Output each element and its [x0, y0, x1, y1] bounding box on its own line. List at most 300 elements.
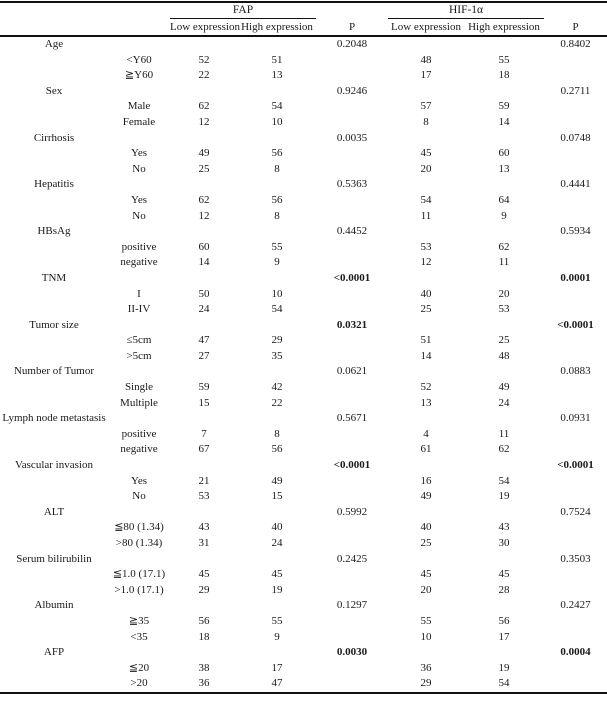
hif-p-value-cell: 0.5934	[560, 225, 591, 238]
hif-p-value-cell	[544, 489, 607, 505]
fap-p-value-cell: 0.2425	[336, 552, 368, 565]
subcategory-cell: ≧Y60	[124, 69, 154, 82]
category-cell	[0, 583, 108, 599]
table-row	[0, 676, 607, 693]
fap-high-cell	[238, 131, 316, 147]
fap-p-value-cell	[316, 115, 388, 131]
category-cell	[0, 489, 108, 505]
hif-high-value-cell: 14	[498, 115, 510, 128]
table-row	[0, 115, 607, 131]
hif-high-value-cell: 13	[498, 162, 510, 175]
fap-low-cell	[170, 318, 238, 334]
fap-high-cell	[238, 505, 316, 521]
hif-high-expression-header: High expression	[464, 19, 544, 37]
fap-high-value-cell: 24	[271, 537, 283, 549]
fap-low-value-cell: 24	[198, 303, 210, 316]
fap-high-value-cell: 8	[274, 162, 280, 175]
category-cell: Albumin	[34, 599, 74, 612]
subcategory-cell: <Y60	[126, 53, 152, 66]
category-cell	[0, 162, 108, 178]
hif-p-value-cell	[544, 520, 607, 536]
category-row	[0, 411, 607, 427]
hif-p-value-cell	[544, 474, 607, 490]
hif-high-cell	[464, 458, 544, 474]
fap-high-cell	[238, 458, 316, 474]
hif-p-value-cell	[544, 536, 607, 552]
hif-high-value-cell: 18	[498, 69, 510, 82]
table-row	[0, 396, 607, 412]
hif-p-value-cell: 0.0748	[560, 131, 591, 144]
hif-p-value-cell	[544, 676, 607, 693]
hif-high-value-cell: 17	[498, 630, 510, 643]
fap-p-value-cell	[316, 567, 388, 583]
fap-high-expression-header: High expression	[238, 19, 316, 37]
fap-high-cell	[238, 552, 316, 568]
fap-high-value-cell: 29	[271, 334, 283, 347]
hif-low-value-cell: 51	[420, 334, 432, 347]
subcategory-cell: >20	[108, 676, 170, 693]
hif-high-value-cell: 19	[498, 490, 510, 503]
category-cell: Tumor size	[29, 318, 79, 331]
fap-low-value-cell: 38	[198, 661, 210, 674]
table-row	[0, 333, 607, 349]
fap-high-value-cell: 10	[271, 115, 283, 128]
category-row	[0, 177, 607, 193]
hif-low-cell	[388, 177, 464, 193]
fap-high-value-cell: 42	[271, 381, 283, 394]
fap-p-value-cell	[316, 427, 388, 443]
fap-high-value-cell: 8	[274, 209, 280, 222]
group-header-row	[0, 2, 607, 19]
subcategory-cell: <35	[130, 630, 148, 643]
hif-high-cell	[464, 84, 544, 100]
fap-p-value-cell	[316, 474, 388, 490]
category-cell	[0, 146, 108, 162]
fap-high-value-cell: 56	[271, 193, 283, 206]
hif-high-value-cell: 56	[498, 614, 510, 627]
clinical-correlation-table	[0, 1, 607, 694]
hif-low-value-cell: 57	[420, 100, 432, 113]
subcategory-cell: >80 (1.34)	[115, 537, 163, 549]
fap-low-value-cell: 12	[198, 115, 210, 128]
fap-high-value-cell: 17	[271, 661, 283, 674]
fap-low-value-cell: 31	[198, 537, 210, 549]
hif-p-value-cell	[544, 614, 607, 630]
fap-high-value-cell: 55	[271, 240, 283, 253]
hif-low-value-cell: 4	[423, 427, 429, 440]
hif-low-value-cell: 25	[420, 303, 432, 316]
hif-p-value-cell: 0.8402	[560, 38, 591, 50]
hif-low-value-cell: 11	[420, 209, 432, 222]
subcategory-cell	[108, 131, 170, 147]
fap-high-value-cell: 51	[271, 53, 283, 66]
fap-p-header: P	[316, 19, 388, 37]
hif-p-value-cell: 0.2711	[560, 84, 591, 97]
hif-low-value-cell: 10	[420, 630, 432, 643]
hif-p-value-cell	[544, 661, 607, 677]
category-cell	[0, 614, 108, 630]
hif-low-cell	[388, 411, 464, 427]
subcategory-cell: ≦1.0 (17.1)	[112, 568, 166, 581]
subcategory-cell: Yes	[130, 474, 147, 487]
hif-p-value-cell: <0.0001	[557, 318, 594, 331]
table-row	[0, 240, 607, 256]
fap-high-value-cell: 35	[271, 349, 283, 362]
hif-low-value-cell: 55	[420, 614, 432, 627]
fap-p-value-cell	[316, 53, 388, 69]
fap-p-value-cell	[316, 583, 388, 599]
hif-low-expression-header: Low expression	[388, 19, 464, 37]
hif-low-cell	[388, 271, 464, 287]
subcategory-cell: positive	[121, 240, 157, 253]
fap-high-cell	[238, 598, 316, 614]
hif-low-value-cell: 13	[420, 396, 432, 409]
hif-p-value-cell	[544, 99, 607, 115]
fap-low-value-cell: 59	[198, 381, 210, 394]
hif-low-value-cell: 52	[420, 381, 432, 394]
table-row	[0, 209, 607, 225]
category-row	[0, 318, 607, 334]
fap-low-value-cell: 15	[198, 396, 210, 409]
category-row	[0, 131, 607, 147]
hif-high-value-cell: 24	[498, 396, 510, 409]
category-cell	[0, 380, 108, 396]
category-cell	[0, 53, 108, 69]
hif-p-value-cell	[544, 442, 607, 458]
fap-low-value-cell: 25	[198, 162, 210, 175]
table-row	[0, 661, 607, 677]
category-cell: Sex	[45, 84, 63, 97]
fap-low-value-cell: 60	[198, 240, 210, 253]
fap-high-value-cell: 56	[271, 147, 283, 160]
table-row	[0, 302, 607, 318]
fap-low-value-cell: 52	[198, 53, 210, 66]
category-cell	[0, 302, 108, 318]
fap-p-value-cell	[316, 162, 388, 178]
category-row	[0, 552, 607, 568]
hif-high-value-cell: 64	[498, 193, 510, 206]
hif-low-cell	[388, 131, 464, 147]
hif-low-value-cell: 17	[420, 69, 432, 82]
hif-p-value-cell	[544, 240, 607, 256]
fap-low-cell	[170, 364, 238, 380]
category-cell	[0, 661, 108, 677]
hif-low-cell	[388, 552, 464, 568]
category-row	[0, 505, 607, 521]
category-cell	[0, 115, 108, 131]
subcategory-cell: Yes	[130, 147, 147, 160]
hif-low-cell	[388, 598, 464, 614]
hif-p-value-cell	[544, 380, 607, 396]
subcategory-cell: Single	[124, 381, 154, 394]
fap-p-value-cell: 0.0035	[336, 131, 368, 144]
subcategory-cell: ≧35	[128, 614, 150, 627]
category-row	[0, 271, 607, 287]
hif-high-cell	[464, 364, 544, 380]
fap-group-header: FAP	[170, 2, 316, 19]
fap-high-value-cell: 19	[271, 583, 283, 596]
category-row	[0, 598, 607, 614]
hif-high-value-cell: 60	[498, 147, 510, 160]
table-row	[0, 536, 607, 552]
table-row	[0, 146, 607, 162]
hif-low-value-cell: 20	[420, 162, 432, 175]
fap-low-cell	[170, 131, 238, 147]
category-cell: TNM	[41, 271, 67, 284]
hif-high-value-cell: 25	[498, 334, 510, 347]
category-cell	[0, 427, 108, 443]
fap-low-value-cell: 67	[198, 443, 210, 456]
fap-p-value-cell: 0.2048	[336, 38, 368, 50]
hif-p-header: P	[544, 19, 607, 37]
hif-p-value-cell	[544, 396, 607, 412]
hif-p-value-cell	[544, 146, 607, 162]
table-row	[0, 53, 607, 69]
subcategory-cell: II-IV	[127, 303, 151, 316]
table-body	[0, 36, 607, 693]
hif-p-value-cell	[544, 162, 607, 178]
category-cell	[0, 255, 108, 271]
category-row	[0, 36, 607, 53]
subcategory-cell: negative	[120, 256, 158, 269]
fap-low-cell	[170, 552, 238, 568]
subcategory-cell: No	[132, 490, 146, 503]
category-cell: Number of Tumor	[13, 365, 95, 378]
category-cell	[0, 193, 108, 209]
table-row	[0, 489, 607, 505]
hif-high-value-cell: 48	[498, 349, 510, 362]
fap-p-value-cell	[316, 302, 388, 318]
fap-high-value-cell: 54	[271, 303, 283, 316]
hif-low-value-cell: 40	[420, 287, 432, 300]
category-cell: Hepatitis	[34, 178, 74, 191]
subcategory-cell: Female	[122, 115, 156, 128]
fap-p-value-cell	[316, 287, 388, 303]
subcategory-cell: Male	[127, 100, 151, 113]
hif-low-cell	[388, 318, 464, 334]
hif-high-value-cell: 11	[498, 427, 510, 440]
fap-p-value-cell: 0.9246	[336, 84, 368, 97]
fap-p-value-cell: 0.5992	[336, 505, 368, 518]
subcategory-cell: I	[137, 287, 141, 300]
category-cell: HBsAg	[37, 225, 71, 238]
subcategory-cell: ≦80 (1.34)	[114, 521, 164, 534]
fap-p-value-cell: 0.5363	[336, 178, 368, 191]
fap-high-cell	[238, 411, 316, 427]
fap-high-value-cell: 9	[274, 256, 280, 269]
fap-high-value-cell: 56	[271, 443, 283, 456]
table-row	[0, 287, 607, 303]
hif-low-cell	[388, 36, 464, 53]
hif-high-cell	[464, 224, 544, 240]
fap-p-value-cell	[316, 676, 388, 693]
table-row	[0, 427, 607, 443]
fap-low-cell	[170, 598, 238, 614]
fap-p-value-cell	[316, 396, 388, 412]
hif-p-value-cell	[544, 630, 607, 646]
hif-high-cell	[464, 318, 544, 334]
hif-p-value-cell	[544, 427, 607, 443]
category-cell	[0, 396, 108, 412]
category-cell	[0, 333, 108, 349]
category-cell	[0, 349, 108, 365]
fap-low-value-cell: 53	[198, 490, 210, 503]
fap-low-cell	[170, 458, 238, 474]
hif-p-value-cell: <0.0001	[557, 459, 594, 472]
hif-low-value-cell: 48	[420, 53, 432, 66]
hif-low-value-cell: 8	[423, 115, 429, 128]
fap-high-value-cell: 47	[238, 676, 316, 693]
hif-high-cell	[464, 271, 544, 287]
subcategory-cell	[108, 458, 170, 474]
fap-high-cell	[238, 177, 316, 193]
hif-low-value-cell: 61	[420, 443, 432, 456]
empty-header-cell	[316, 2, 388, 19]
category-row	[0, 224, 607, 240]
fap-low-value-cell: 18	[198, 630, 210, 643]
hif-p-value-cell	[544, 333, 607, 349]
fap-p-value-cell	[316, 661, 388, 677]
fap-high-value-cell: 49	[271, 474, 283, 487]
table-row	[0, 99, 607, 115]
fap-high-cell	[238, 84, 316, 100]
fap-p-value-cell: <0.0001	[333, 271, 371, 284]
hif-p-value-cell	[544, 567, 607, 583]
fap-p-value-cell: 0.4452	[336, 225, 368, 238]
fap-p-value-cell: 0.5671	[336, 412, 368, 425]
empty-header-cell	[0, 2, 170, 19]
table-row	[0, 630, 607, 646]
category-cell	[0, 287, 108, 303]
hif-high-cell	[464, 598, 544, 614]
fap-p-value-cell	[316, 333, 388, 349]
fap-low-value-cell: 56	[198, 614, 210, 627]
fap-p-value-cell	[316, 630, 388, 646]
category-cell	[0, 240, 108, 256]
fap-p-value-cell	[316, 68, 388, 84]
hif-high-value-cell: 43	[498, 521, 510, 534]
hif-p-value-cell: 0.0883	[560, 365, 591, 378]
hif-p-value-cell: 0.0931	[560, 412, 591, 425]
fap-low-value-cell: 22	[198, 69, 210, 82]
fap-low-cell	[170, 411, 238, 427]
category-cell: Serum bilirubilin	[16, 552, 92, 565]
fap-p-value-cell	[316, 536, 388, 552]
fap-low-cell	[170, 177, 238, 193]
hif-low-cell	[388, 84, 464, 100]
subcategory-cell: No	[132, 209, 146, 222]
hif-p-value-cell	[544, 209, 607, 225]
hif-low-value-cell: 45	[420, 568, 432, 581]
hif-high-cell	[464, 552, 544, 568]
empty-header-cell	[544, 2, 607, 19]
fap-low-value-cell: 45	[198, 568, 210, 581]
fap-low-value-cell: 14	[198, 256, 210, 269]
fap-p-value-cell	[316, 240, 388, 256]
table-row	[0, 583, 607, 599]
hif-high-value-cell: 62	[498, 443, 510, 456]
subcategory-cell	[108, 84, 170, 100]
subcategory-cell	[108, 36, 170, 53]
subcategory-cell	[108, 271, 170, 287]
fap-p-value-cell	[316, 442, 388, 458]
fap-p-value-cell: 0.0030	[336, 646, 368, 659]
fap-low-value-cell: 50	[198, 287, 210, 300]
hif-low-value-cell: 25	[420, 537, 432, 549]
fap-p-value-cell	[316, 209, 388, 225]
subcategory-cell	[108, 364, 170, 380]
hif-p-value-cell	[544, 193, 607, 209]
hif-high-cell	[464, 131, 544, 147]
fap-high-value-cell: 15	[271, 490, 283, 503]
fap-p-value-cell: 0.0321	[336, 318, 368, 331]
subcategory-cell	[108, 598, 170, 614]
hif-high-value-cell: 9	[501, 209, 507, 222]
fap-high-value-cell: 45	[271, 568, 283, 581]
hif-low-value-cell: 40	[420, 521, 432, 534]
hif-high-cell	[464, 411, 544, 427]
subcategory-cell	[108, 645, 170, 661]
fap-low-value-cell: 21	[198, 474, 210, 487]
fap-high-value-cell: 22	[271, 396, 283, 409]
fap-high-value-cell: 8	[274, 427, 280, 440]
fap-low-cell	[170, 271, 238, 287]
fap-low-cell	[170, 505, 238, 521]
category-cell	[0, 442, 108, 458]
hif-high-value-cell: 20	[498, 287, 510, 300]
hif-p-value-cell: 0.0004	[560, 646, 591, 659]
hif-low-value-cell: 53	[420, 240, 432, 253]
fap-low-value-cell: 29	[198, 583, 210, 596]
hif-low-value-cell: 36	[420, 661, 432, 674]
fap-low-cell	[170, 224, 238, 240]
table-row	[0, 380, 607, 396]
category-row	[0, 364, 607, 380]
fap-high-value-cell: 10	[271, 287, 283, 300]
fap-p-value-cell	[316, 349, 388, 365]
category-cell	[0, 68, 108, 84]
category-cell	[0, 567, 108, 583]
category-cell	[0, 474, 108, 490]
fap-p-value-cell: 0.1297	[336, 599, 368, 612]
subcategory-cell	[108, 224, 170, 240]
table-row	[0, 614, 607, 630]
hif-high-cell	[464, 505, 544, 521]
fap-low-value-cell: 43	[198, 521, 210, 534]
hif-high-value-cell: 53	[498, 303, 510, 316]
hif-high-value-cell: 55	[498, 53, 510, 66]
fap-high-cell	[238, 645, 316, 661]
fap-low-cell	[170, 645, 238, 661]
category-row	[0, 645, 607, 661]
fap-p-value-cell	[316, 255, 388, 271]
hif-high-value-cell: 54	[464, 676, 544, 693]
table-row	[0, 255, 607, 271]
fap-p-value-cell: 0.0621	[336, 365, 368, 378]
fap-low-value-cell: 27	[198, 349, 210, 362]
category-row	[0, 458, 607, 474]
subcategory-cell: Yes	[130, 193, 147, 206]
fap-high-cell	[238, 364, 316, 380]
hif-p-value-cell: 0.0001	[560, 271, 591, 284]
fap-low-value-cell: 49	[198, 147, 210, 160]
subcategory-cell: ≤5cm	[126, 334, 152, 347]
fap-low-value-cell: 12	[198, 209, 210, 222]
hif-low-value-cell: 54	[420, 193, 432, 206]
subcategory-cell	[108, 177, 170, 193]
subcategory-cell	[108, 505, 170, 521]
category-cell	[0, 520, 108, 536]
